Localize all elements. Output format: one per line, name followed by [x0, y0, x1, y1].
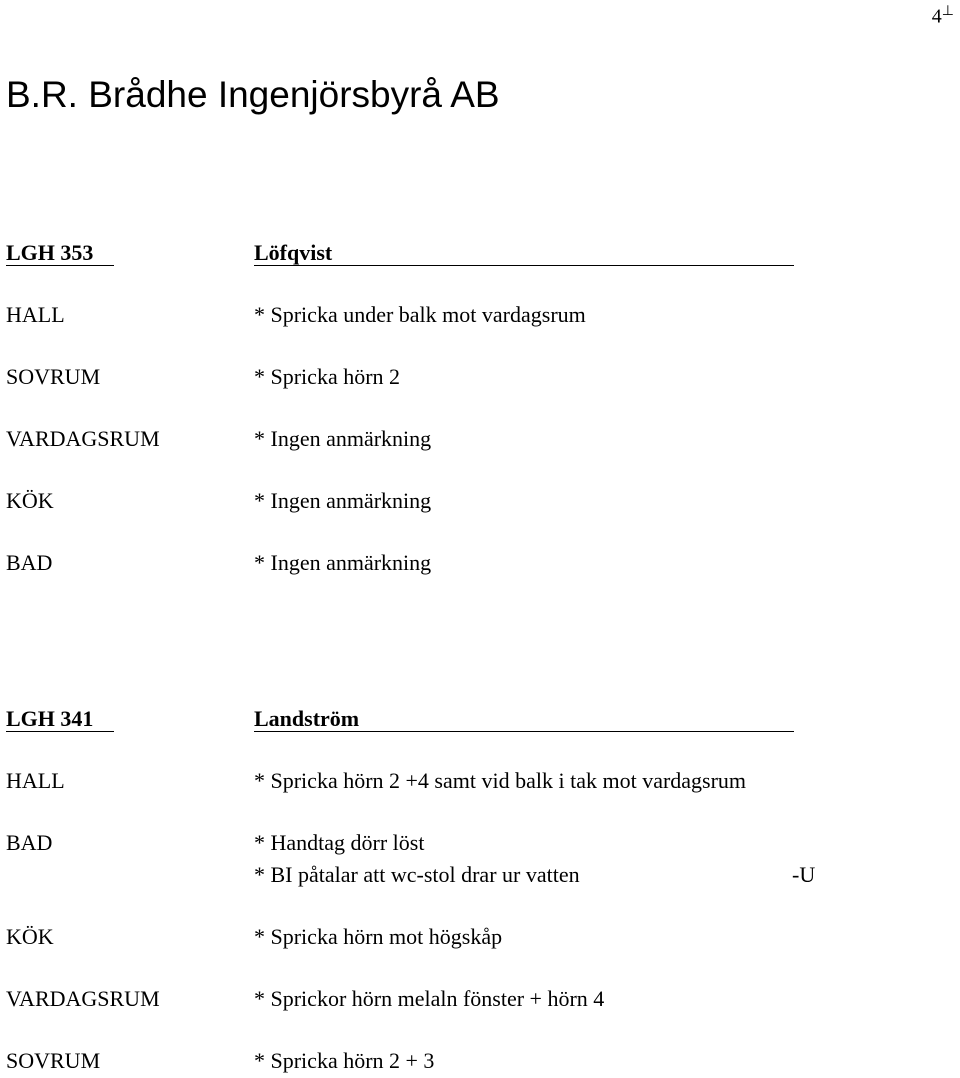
room-name: HALL	[6, 768, 65, 793]
room-name: KÖK	[6, 924, 54, 949]
room-note: * Ingen anmärkning	[254, 488, 432, 513]
room-note: * Spricka hörn 2 +4 samt vid balk i tak mot vardagsrum	[254, 768, 747, 793]
room-note: * BI påtalar att wc-stol drar ur vatten	[254, 862, 580, 887]
room-name: BAD	[6, 830, 53, 855]
page-number-mark: ⊥	[941, 4, 954, 19]
room-note: * Handtag dörr löst	[254, 830, 425, 855]
header-underline	[254, 731, 794, 732]
room-name: VARDAGSRUM	[6, 986, 160, 1011]
apartment-number: LGH 353	[6, 240, 94, 265]
apartment-number: LGH 341	[6, 706, 94, 731]
room-note: * Ingen anmärkning	[254, 550, 432, 575]
room-name: KÖK	[6, 488, 54, 513]
room-note: * Ingen anmärkning	[254, 426, 432, 451]
header-underline	[254, 265, 794, 266]
tenant-name: Landström	[254, 706, 360, 731]
room-note: * Spricka under balk mot vardagsrum	[254, 302, 586, 327]
room-note: * Spricka hörn mot högskåp	[254, 924, 503, 949]
room-name: SOVRUM	[6, 1048, 101, 1073]
note-mark: -U	[792, 862, 816, 887]
room-name: BAD	[6, 550, 53, 575]
header-underline	[6, 731, 114, 732]
company-name: B.R. Brådhe Ingenjörsbyrå AB	[6, 74, 500, 115]
room-note: * Sprickor hörn melaln fönster + hörn 4	[254, 986, 605, 1011]
header-underline	[6, 265, 114, 266]
room-name: HALL	[6, 302, 65, 327]
room-note: * Spricka hörn 2	[254, 364, 401, 389]
room-note: * Spricka hörn 2 + 3	[254, 1048, 435, 1073]
tenant-name: Löfqvist	[254, 240, 333, 265]
page-number: 4⊥	[931, 4, 954, 28]
room-name: SOVRUM	[6, 364, 101, 389]
room-name: VARDAGSRUM	[6, 426, 160, 451]
